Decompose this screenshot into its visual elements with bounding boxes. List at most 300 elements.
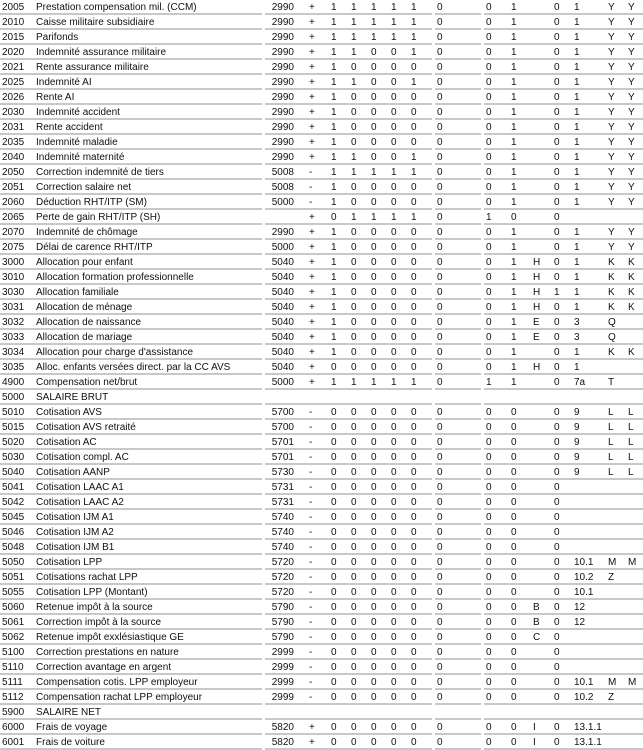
certificate-field: 1 (574, 257, 580, 268)
certificate-field: 9 (574, 407, 580, 418)
wage-type-code: 5055 (2, 587, 25, 598)
flag-6: 0 (437, 62, 443, 73)
flag-7: 0 (486, 2, 492, 13)
flag-8: 0 (511, 617, 517, 628)
code-12: Y (628, 62, 635, 73)
flag-7: 1 (486, 377, 492, 388)
code-11: Q (608, 332, 616, 343)
flag-4: 0 (391, 437, 397, 448)
flag-5: 1 (411, 32, 417, 43)
flag-5: 0 (411, 587, 417, 598)
flag-6: 0 (437, 572, 443, 583)
sign: - (309, 647, 313, 658)
certificate-field: 1 (574, 152, 580, 163)
flag-8: 1 (511, 332, 517, 343)
flag-1: 1 (331, 347, 337, 358)
flag-1: 1 (331, 332, 337, 343)
flag-7: 0 (486, 512, 492, 523)
flag-6: 0 (437, 467, 443, 478)
flag-7: 0 (486, 542, 492, 553)
flag-3: 0 (371, 422, 377, 433)
flag-1: 0 (331, 677, 337, 688)
account-number: 5008 (271, 167, 294, 178)
flag-7: 0 (486, 437, 492, 448)
table-row (0, 660, 643, 675)
flag-4: 0 (391, 527, 397, 538)
flag-9: 0 (554, 227, 560, 238)
wage-type-code: 3000 (2, 257, 25, 268)
table-row (0, 480, 643, 495)
flag-1: 0 (331, 407, 337, 418)
flag-1: 0 (331, 722, 337, 733)
flag-9: 0 (554, 272, 560, 283)
flag-4: 0 (391, 542, 397, 553)
flag-6: 0 (437, 692, 443, 703)
flag-9: 0 (554, 242, 560, 253)
code-12: K (628, 257, 635, 268)
flag-3: 0 (371, 362, 377, 373)
wage-type-code: 2025 (2, 77, 25, 88)
flag-9: 0 (554, 737, 560, 748)
table-row (0, 120, 643, 135)
table-row (0, 450, 643, 465)
category-letter: H (533, 287, 541, 298)
flag-2: 0 (351, 542, 357, 553)
sign: - (309, 407, 313, 418)
flag-7: 0 (486, 302, 492, 313)
flag-6: 0 (437, 122, 443, 133)
flag-7: 0 (486, 272, 492, 283)
flag-5: 0 (411, 122, 417, 133)
wage-type-label: Indemnité accident (36, 107, 120, 118)
certificate-field: 1 (574, 17, 580, 28)
flag-4: 0 (391, 122, 397, 133)
wage-type-label: Cotisation AVS retraité (36, 422, 136, 433)
wage-type-code: 5048 (2, 542, 25, 553)
flag-2: 0 (351, 602, 357, 613)
account-number: 5720 (271, 557, 294, 568)
code-12: Y (628, 107, 635, 118)
code-12: Y (628, 137, 635, 148)
wage-type-label: Caisse militaire subsidiaire (36, 17, 155, 28)
flag-6: 0 (437, 347, 443, 358)
flag-7: 1 (486, 212, 492, 223)
flag-6: 0 (437, 182, 443, 193)
flag-2: 0 (351, 527, 357, 538)
flag-3: 0 (371, 227, 377, 238)
flag-5: 0 (411, 617, 417, 628)
flag-7: 0 (486, 347, 492, 358)
flag-6: 0 (437, 662, 443, 673)
flag-3: 0 (371, 527, 377, 538)
table-row (0, 0, 643, 15)
flag-7: 0 (486, 332, 492, 343)
wage-type-label: Cotisation AC (36, 437, 97, 448)
account-number: 2990 (271, 2, 294, 13)
code-12: M (628, 677, 637, 688)
flag-7: 0 (486, 467, 492, 478)
table-row (0, 255, 643, 270)
account-number: 2999 (271, 677, 294, 688)
flag-6: 0 (437, 527, 443, 538)
flag-4: 0 (391, 632, 397, 643)
flag-9: 0 (554, 182, 560, 193)
flag-9: 0 (554, 422, 560, 433)
flag-5: 0 (411, 662, 417, 673)
wage-type-label: Indemnité AI (36, 77, 92, 88)
flag-3: 0 (371, 737, 377, 748)
wage-type-label: Frais de voiture (36, 737, 105, 748)
flag-4: 1 (391, 2, 397, 13)
flag-2: 0 (351, 272, 357, 283)
flag-6: 0 (437, 377, 443, 388)
flag-6: 0 (437, 437, 443, 448)
flag-9: 0 (554, 137, 560, 148)
flag-1: 1 (331, 377, 337, 388)
flag-2: 0 (351, 422, 357, 433)
flag-8: 1 (511, 242, 517, 253)
wage-type-label: Frais de voyage (36, 722, 108, 733)
flag-9: 0 (554, 62, 560, 73)
table-row (0, 330, 643, 345)
flag-2: 0 (351, 302, 357, 313)
flag-3: 0 (371, 302, 377, 313)
flag-8: 1 (511, 17, 517, 28)
certificate-field: 10.1 (574, 587, 594, 598)
account-number: 2990 (271, 122, 294, 133)
certificate-field: 1 (574, 182, 580, 193)
wage-type-code: 6001 (2, 737, 25, 748)
table-row (0, 540, 643, 555)
table-row (0, 180, 643, 195)
flag-4: 0 (391, 467, 397, 478)
wage-type-label: Délai de carence RHT/ITP (36, 242, 153, 253)
flag-7: 0 (486, 47, 492, 58)
flag-4: 0 (391, 92, 397, 103)
wage-type-code: 5041 (2, 482, 25, 493)
flag-3: 0 (371, 62, 377, 73)
flag-9: 0 (554, 377, 560, 388)
code-11: T (608, 377, 615, 388)
table-row (0, 15, 643, 30)
certificate-field: 1 (574, 227, 580, 238)
flag-8: 0 (511, 482, 517, 493)
wage-type-code: 5045 (2, 512, 25, 523)
table-row (0, 600, 643, 615)
flag-2: 0 (351, 572, 357, 583)
flag-6: 0 (437, 647, 443, 658)
flag-7: 0 (486, 677, 492, 688)
wage-type-code: 2060 (2, 197, 25, 208)
flag-2: 0 (351, 137, 357, 148)
flag-8: 0 (511, 467, 517, 478)
flag-9: 0 (554, 122, 560, 133)
flag-9: 0 (554, 47, 560, 58)
code-12: K (628, 347, 635, 358)
flag-5: 0 (411, 107, 417, 118)
flag-7: 0 (486, 107, 492, 118)
code-12: Y (628, 167, 635, 178)
flag-7: 0 (486, 227, 492, 238)
sign: + (309, 257, 315, 268)
flag-8: 0 (511, 662, 517, 673)
flag-3: 0 (371, 272, 377, 283)
sign: - (309, 527, 313, 538)
flag-6: 0 (437, 482, 443, 493)
code-12: K (628, 272, 635, 283)
category-letter: B (533, 602, 540, 613)
wage-type-code: 2030 (2, 107, 25, 118)
flag-1: 0 (331, 572, 337, 583)
category-letter: C (533, 632, 541, 643)
flag-2: 1 (351, 77, 357, 88)
flag-9: 0 (554, 632, 560, 643)
certificate-field: 1 (574, 137, 580, 148)
wage-type-code: 3035 (2, 362, 25, 373)
flag-1: 1 (331, 272, 337, 283)
wage-type-code: 2031 (2, 122, 25, 133)
wage-type-label: Indemnité assurance militaire (36, 47, 167, 58)
flag-7: 0 (486, 257, 492, 268)
sign: + (309, 722, 315, 733)
flag-4: 0 (391, 482, 397, 493)
account-number: 2999 (271, 662, 294, 673)
flag-1: 0 (331, 662, 337, 673)
flag-9: 0 (554, 332, 560, 343)
flag-9: 0 (554, 92, 560, 103)
flag-2: 0 (351, 257, 357, 268)
flag-6: 0 (437, 587, 443, 598)
flag-1: 1 (331, 182, 337, 193)
code-11: Y (608, 167, 615, 178)
code-12: Y (628, 242, 635, 253)
flag-6: 0 (437, 152, 443, 163)
flag-5: 1 (411, 77, 417, 88)
certificate-field: 12 (574, 602, 586, 613)
code-12: Y (628, 122, 635, 133)
account-number: 2990 (271, 32, 294, 43)
flag-2: 0 (351, 557, 357, 568)
flag-8: 0 (511, 422, 517, 433)
flag-2: 0 (351, 437, 357, 448)
flag-9: 0 (554, 77, 560, 88)
flag-4: 0 (391, 137, 397, 148)
wage-type-code: 5020 (2, 437, 25, 448)
flag-8: 1 (511, 362, 517, 373)
flag-5: 0 (411, 542, 417, 553)
flag-8: 0 (511, 437, 517, 448)
account-number: 5790 (271, 602, 294, 613)
flag-7: 0 (486, 527, 492, 538)
table-row (0, 270, 643, 285)
flag-5: 1 (411, 167, 417, 178)
wage-type-code: 2070 (2, 227, 25, 238)
category-letter: H (533, 362, 541, 373)
flag-1: 1 (331, 77, 337, 88)
flag-9: 0 (554, 572, 560, 583)
flag-9: 0 (554, 527, 560, 538)
account-number: 5700 (271, 407, 294, 418)
sign: - (309, 542, 313, 553)
code-11: K (608, 287, 615, 298)
flag-8: 0 (511, 632, 517, 643)
wage-type-label: Parifonds (36, 32, 79, 43)
account-number: 5000 (271, 197, 294, 208)
wage-type-code: 3010 (2, 272, 25, 283)
flag-3: 0 (371, 512, 377, 523)
flag-5: 0 (411, 137, 417, 148)
wage-type-code: 6000 (2, 722, 25, 733)
code-11: L (608, 452, 614, 463)
flag-3: 0 (371, 632, 377, 643)
table-row (0, 465, 643, 480)
flag-2: 0 (351, 467, 357, 478)
flag-9: 0 (554, 347, 560, 358)
flag-9: 0 (554, 512, 560, 523)
sign: + (309, 107, 315, 118)
certificate-field: 9 (574, 422, 580, 433)
table-row (0, 315, 643, 330)
sign: - (309, 587, 313, 598)
flag-3: 0 (371, 407, 377, 418)
table-row (0, 615, 643, 630)
wage-type-label: Allocation de ménage (36, 302, 133, 313)
flag-1: 0 (331, 527, 337, 538)
wage-type-code: 5010 (2, 407, 25, 418)
flag-3: 0 (371, 587, 377, 598)
wage-type-code: 5111 (2, 677, 23, 688)
flag-3: 0 (371, 242, 377, 253)
sign: + (309, 47, 315, 58)
table-row (0, 555, 643, 570)
flag-3: 0 (371, 662, 377, 673)
flag-1: 1 (331, 17, 337, 28)
category-letter: H (533, 302, 541, 313)
flag-6: 0 (437, 92, 443, 103)
code-11: M (608, 677, 617, 688)
certificate-field: 1 (574, 122, 580, 133)
flag-5: 0 (411, 332, 417, 343)
sign: - (309, 602, 313, 613)
wage-type-code: 2050 (2, 167, 25, 178)
flag-8: 1 (511, 347, 517, 358)
wage-type-code: 2051 (2, 182, 25, 193)
flag-2: 0 (351, 62, 357, 73)
flag-8: 0 (511, 542, 517, 553)
code-12: Y (628, 17, 635, 28)
flag-4: 0 (391, 587, 397, 598)
flag-3: 0 (371, 722, 377, 733)
table-row (0, 240, 643, 255)
table-row (0, 45, 643, 60)
account-number: 5040 (271, 332, 294, 343)
flag-7: 0 (486, 122, 492, 133)
code-12: Y (628, 92, 635, 103)
table-row (0, 405, 643, 420)
wage-type-code: 3033 (2, 332, 25, 343)
table-row (0, 345, 643, 360)
sign: - (309, 662, 313, 673)
flag-4: 0 (391, 407, 397, 418)
wage-type-code: 5900 (2, 707, 25, 718)
flag-3: 0 (371, 647, 377, 658)
flag-9: 0 (554, 197, 560, 208)
flag-2: 1 (351, 167, 357, 178)
account-number: 5040 (271, 287, 294, 298)
flag-8: 0 (511, 602, 517, 613)
wage-type-label: SALAIRE NET (36, 707, 102, 718)
code-12: Y (628, 152, 635, 163)
flag-6: 0 (437, 677, 443, 688)
sign: + (309, 287, 315, 298)
code-11: K (608, 257, 615, 268)
certificate-field: 9 (574, 452, 580, 463)
flag-5: 0 (411, 452, 417, 463)
code-11: L (608, 437, 614, 448)
flag-2: 0 (351, 692, 357, 703)
account-number: 5740 (271, 512, 294, 523)
table-row (0, 645, 643, 660)
flag-5: 1 (411, 212, 417, 223)
flag-3: 0 (371, 77, 377, 88)
flag-1: 0 (331, 692, 337, 703)
certificate-field: 3 (574, 332, 580, 343)
wage-type-label: Allocation pour charge d'assistance (36, 347, 194, 358)
account-number: 5040 (271, 362, 294, 373)
certificate-field: 10.1 (574, 677, 594, 688)
category-letter: I (533, 737, 536, 748)
wage-type-code: 2065 (2, 212, 25, 223)
flag-1: 0 (331, 452, 337, 463)
table-row (0, 105, 643, 120)
certificate-field: 1 (574, 47, 580, 58)
sign: + (309, 272, 315, 283)
wage-type-label: Allocation de mariage (36, 332, 133, 343)
sign: + (309, 227, 315, 238)
table-row (0, 75, 643, 90)
sign: - (309, 422, 313, 433)
wage-type-label: Cotisation compl. AC (36, 452, 129, 463)
code-12: M (628, 557, 637, 568)
wage-type-code: 5015 (2, 422, 25, 433)
account-number: 5700 (271, 422, 294, 433)
category-letter: B (533, 617, 540, 628)
flag-9: 0 (554, 257, 560, 268)
wage-type-label: Compensation net/brut (36, 377, 138, 388)
sign: + (309, 92, 315, 103)
category-letter: H (533, 272, 541, 283)
flag-7: 0 (486, 557, 492, 568)
wage-type-code: 5110 (2, 662, 24, 673)
code-11: Y (608, 197, 615, 208)
code-11: Y (608, 152, 615, 163)
table-row (0, 90, 643, 105)
flag-1: 0 (331, 212, 337, 223)
wage-type-code: 2005 (2, 2, 25, 13)
flag-4: 1 (391, 167, 397, 178)
sign: + (309, 32, 315, 43)
flag-9: 0 (554, 452, 560, 463)
flag-3: 0 (371, 347, 377, 358)
sign: - (309, 572, 313, 583)
flag-7: 0 (486, 77, 492, 88)
table-row (0, 285, 643, 300)
flag-8: 1 (511, 122, 517, 133)
flag-6: 0 (437, 2, 443, 13)
certificate-field: 9 (574, 467, 580, 478)
flag-8: 1 (511, 377, 517, 388)
wage-type-label: Cotisation AVS (36, 407, 102, 418)
